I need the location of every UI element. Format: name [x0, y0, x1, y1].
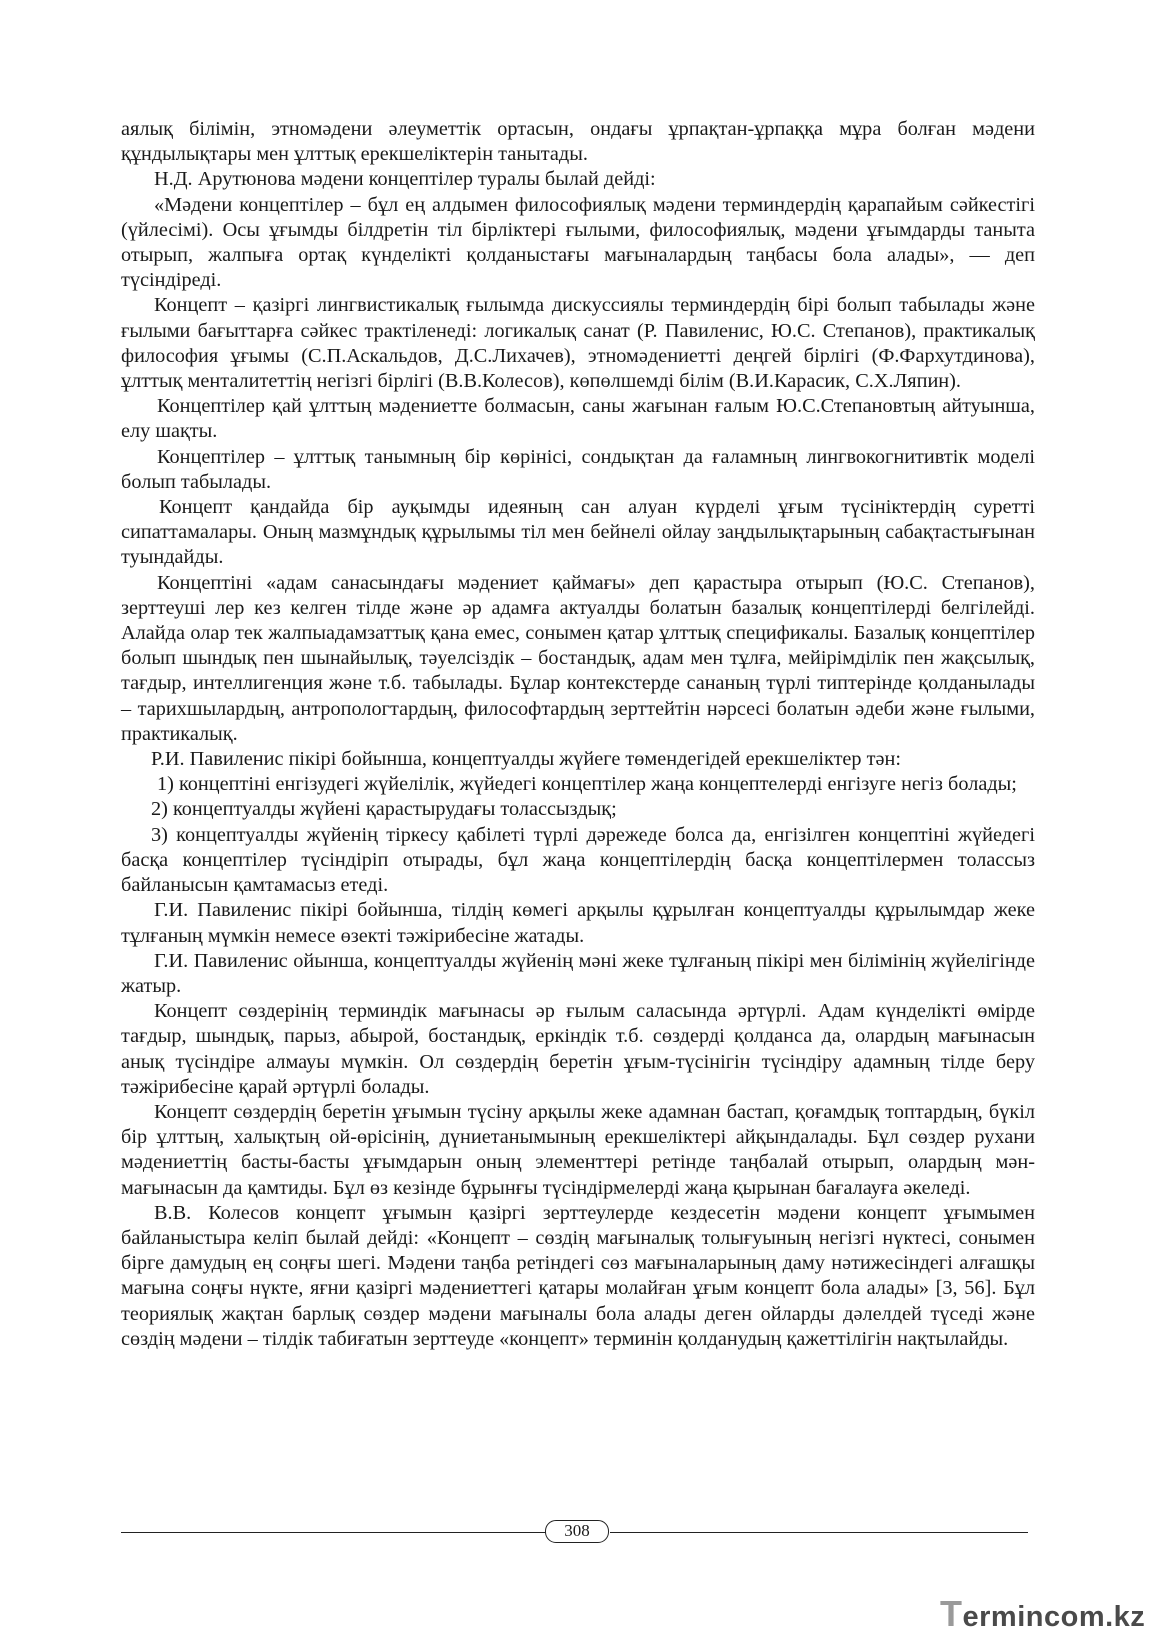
paragraph: «Мәдени концептілер – бұл ең алдымен философиялық мәдени терминдердің қарапайым сәйкестігі (үйлесімі). Осы ұғымды білдретін тіл бірліктері ғылыми, философиялық, мәдени ұғымдарды таныта отырып, жалпыға ортақ күнделікті қолданыстағы мағыналардың таңбасы бола алады», — деп түсіндіреді. — [121, 193, 1035, 292]
paragraph: Концептілер қай ұлттың мәдениетте болмасын, саны жағынан ғалым Ю.С.Степановтың айтуынша, елу шақты. — [121, 395, 1035, 443]
paragraph: Г.И. Павиленис пікірі бойынша, тілдің көмегі арқылы құрылған концептуалды құрылымдар жеке тұлғаның мүмкін немесе өзекті тәжірибесіне жатады. — [121, 899, 1035, 947]
paragraph: Концептіні «адам санасындағы мәдениет қаймағы» деп қарастыра отырып (Ю.С. Степанов), зерттеуші лер кез келген тілде және әр адамға актуалды болатын базалық концептілерді белгілейді. Алайда олар тек жалпыадамзаттық қана емес, сонымен қатар ұлттық спецификалы. Базалық концептілер болып шындық пен шынайылық, тәуелсіздік – бостандық, адам мен тұлға, мейірімділік пен жақсылық, тағдыр, интеллигенция және т.б. табылады. Бұлар контекстерде сананың түрлі типтерінде қолданылады – тарихшылардың, антропологтардың, философтардың зерттейтін нәрсесі болатын әдеби және ғылыми, практикалық. — [121, 571, 1035, 745]
logo-letter: T — [940, 1593, 963, 1634]
footer-divider-left — [121, 1532, 546, 1533]
termincom-logo — [940, 1593, 1146, 1634]
page-number: 308 — [545, 1520, 609, 1543]
list-item: 2) концептуалды жүйені қарастырудағы толассыздық; — [151, 798, 617, 821]
logo-text: m.kz — [1078, 1601, 1146, 1633]
logo-text: erminc — [962, 1601, 1061, 1633]
paragraph: аялық білімін, этномәдени әлеуметтік ортасын, ондағы ұрпақтан-ұрпаққа мұра болған мәдени құндылықтары мен ұлттық ерекшеліктерін танытады. — [121, 118, 1035, 166]
footer-divider-right — [610, 1532, 1028, 1533]
body-text — [121, 117, 1035, 1352]
list-item: 3) концептуалды жүйенің тіркесу қабілеті түрлі дәрежеде болса да, енгізілген концептіні жүйедегі басқа концептілер түсіндіріп отырады, бұл жаңа концептілердің басқа концептілермен толассыз байланысын қамтамасыз етеді. — [121, 823, 1035, 897]
paragraph: Р.И. Павиленис пікірі бойынша, концептуалды жүйеге төмендегідей ерекшеліктер тән: — [151, 748, 901, 771]
paragraph: Концепт қандайда бір ауқымды идеяның сан алуан күрделі ұғым түсініктердің суретті сипаттамалары. Оның мазмұндық құрылымы тіл мен бейнелі ойлау заңдылықтарының сабақтастығынан туындайды. — [121, 496, 1035, 569]
logo-text: o — [1060, 1601, 1079, 1633]
paragraph: Концепт сөздерінің терминдік мағынасы әр ғылым саласында әртүрлі. Адам күнделікті өмірде тағдыр, шындық, парыз, абырой, бостандық, еркіндік т.б. сөздерді қолданса да, олардың мағынасын анық түсіндіре алмауы мүмкін. Ол сөздердің беретін ұғым-түсінігін түсіндіру адамның тілде беру тәжірибесіне қарай әртүрлі болады. — [121, 1000, 1035, 1098]
paragraph: Г.И. Павиленис ойынша, концептуалды жүйенің мәні жеке тұлғаның пікірі мен білімінің жүйелігінде жатыр. — [121, 949, 1035, 997]
paragraph: Концепт сөздердің беретін ұғымын түсіну арқылы жеке адамнан бастап, қоғамдық топтардың, бүкіл бір ұлттың, халықтың ой-өрісінің, дүниетанымының ерекшеліктері айқындалады. Бұл сөздер рухани мәдениеттің басты-басты ұғымдарын оның элементтері ретінде таңбалай отырып, олардың мән-мағынасын да қамтиды. Бұл өз кезінде бұрынғы түсіндірмелерді жаңа қырынан бағалауға әкеледі. — [121, 1100, 1035, 1199]
paragraph: В.В. Колесов концепт ұғымын қазіргі зерттеулерде кездесетін мәдени концепт ұғымымен байланыстыра келіп былай дейді: «Концепт – сөздің мағыналық толығуының негізгі нүктесі, сонымен бірге дамудың ең соңғы шегі. Мәдени таңба ретіндегі сөз мағыналарының даму нәтижесіндегі алғашқы мағына соңғы нүкте, яғни қазіргі мәдениеттегі қатары молайған ұғым концепт бола алады» [3, 56]. Бұл теориялық жақтан барлық сөздер мәдени мағыналы бола алады деген ойларды дәлелдей түседі және сөздің мәдени – тілдік табиғатын зерттеуде «концепт» терминін қолданудың қажеттілігін нақтылайды. — [121, 1201, 1035, 1350]
paragraph: Н.Д. Арутюнова мәдени концептілер туралы былай дейді: — [154, 168, 656, 191]
paragraph: Концепт – қазіргі лингвистикалық ғылымда дискуссиялы терминдердің бірі болып табылады және ғылыми бағыттарға сәйкес трактіленеді: логикалық санат (Р. Павиленис, Ю.С. Степанов), практикалық философия ұғымы (С.П.Аскальдов, Д.С.Лихачев), этномәдениетті деңгей бірлігі (Ф.Фархутдинова), ұлттық менталитеттің негізгі бірлігі (В.В.Колесов), көпөлшемді білім (В.И.Карасик, С.Х.Ляпин). — [121, 294, 1035, 393]
list-item: 1) концептіні енгізудегі жүйелілік, жүйедегі концептілер жаңа концептелерді енгізуге негіз болады; — [157, 773, 1017, 796]
paragraph: Концептілер – ұлттық танымның бір көрінісі, сондықтан да ғаламның лингвокогнитивтік моделі болып табылады. — [121, 445, 1035, 493]
